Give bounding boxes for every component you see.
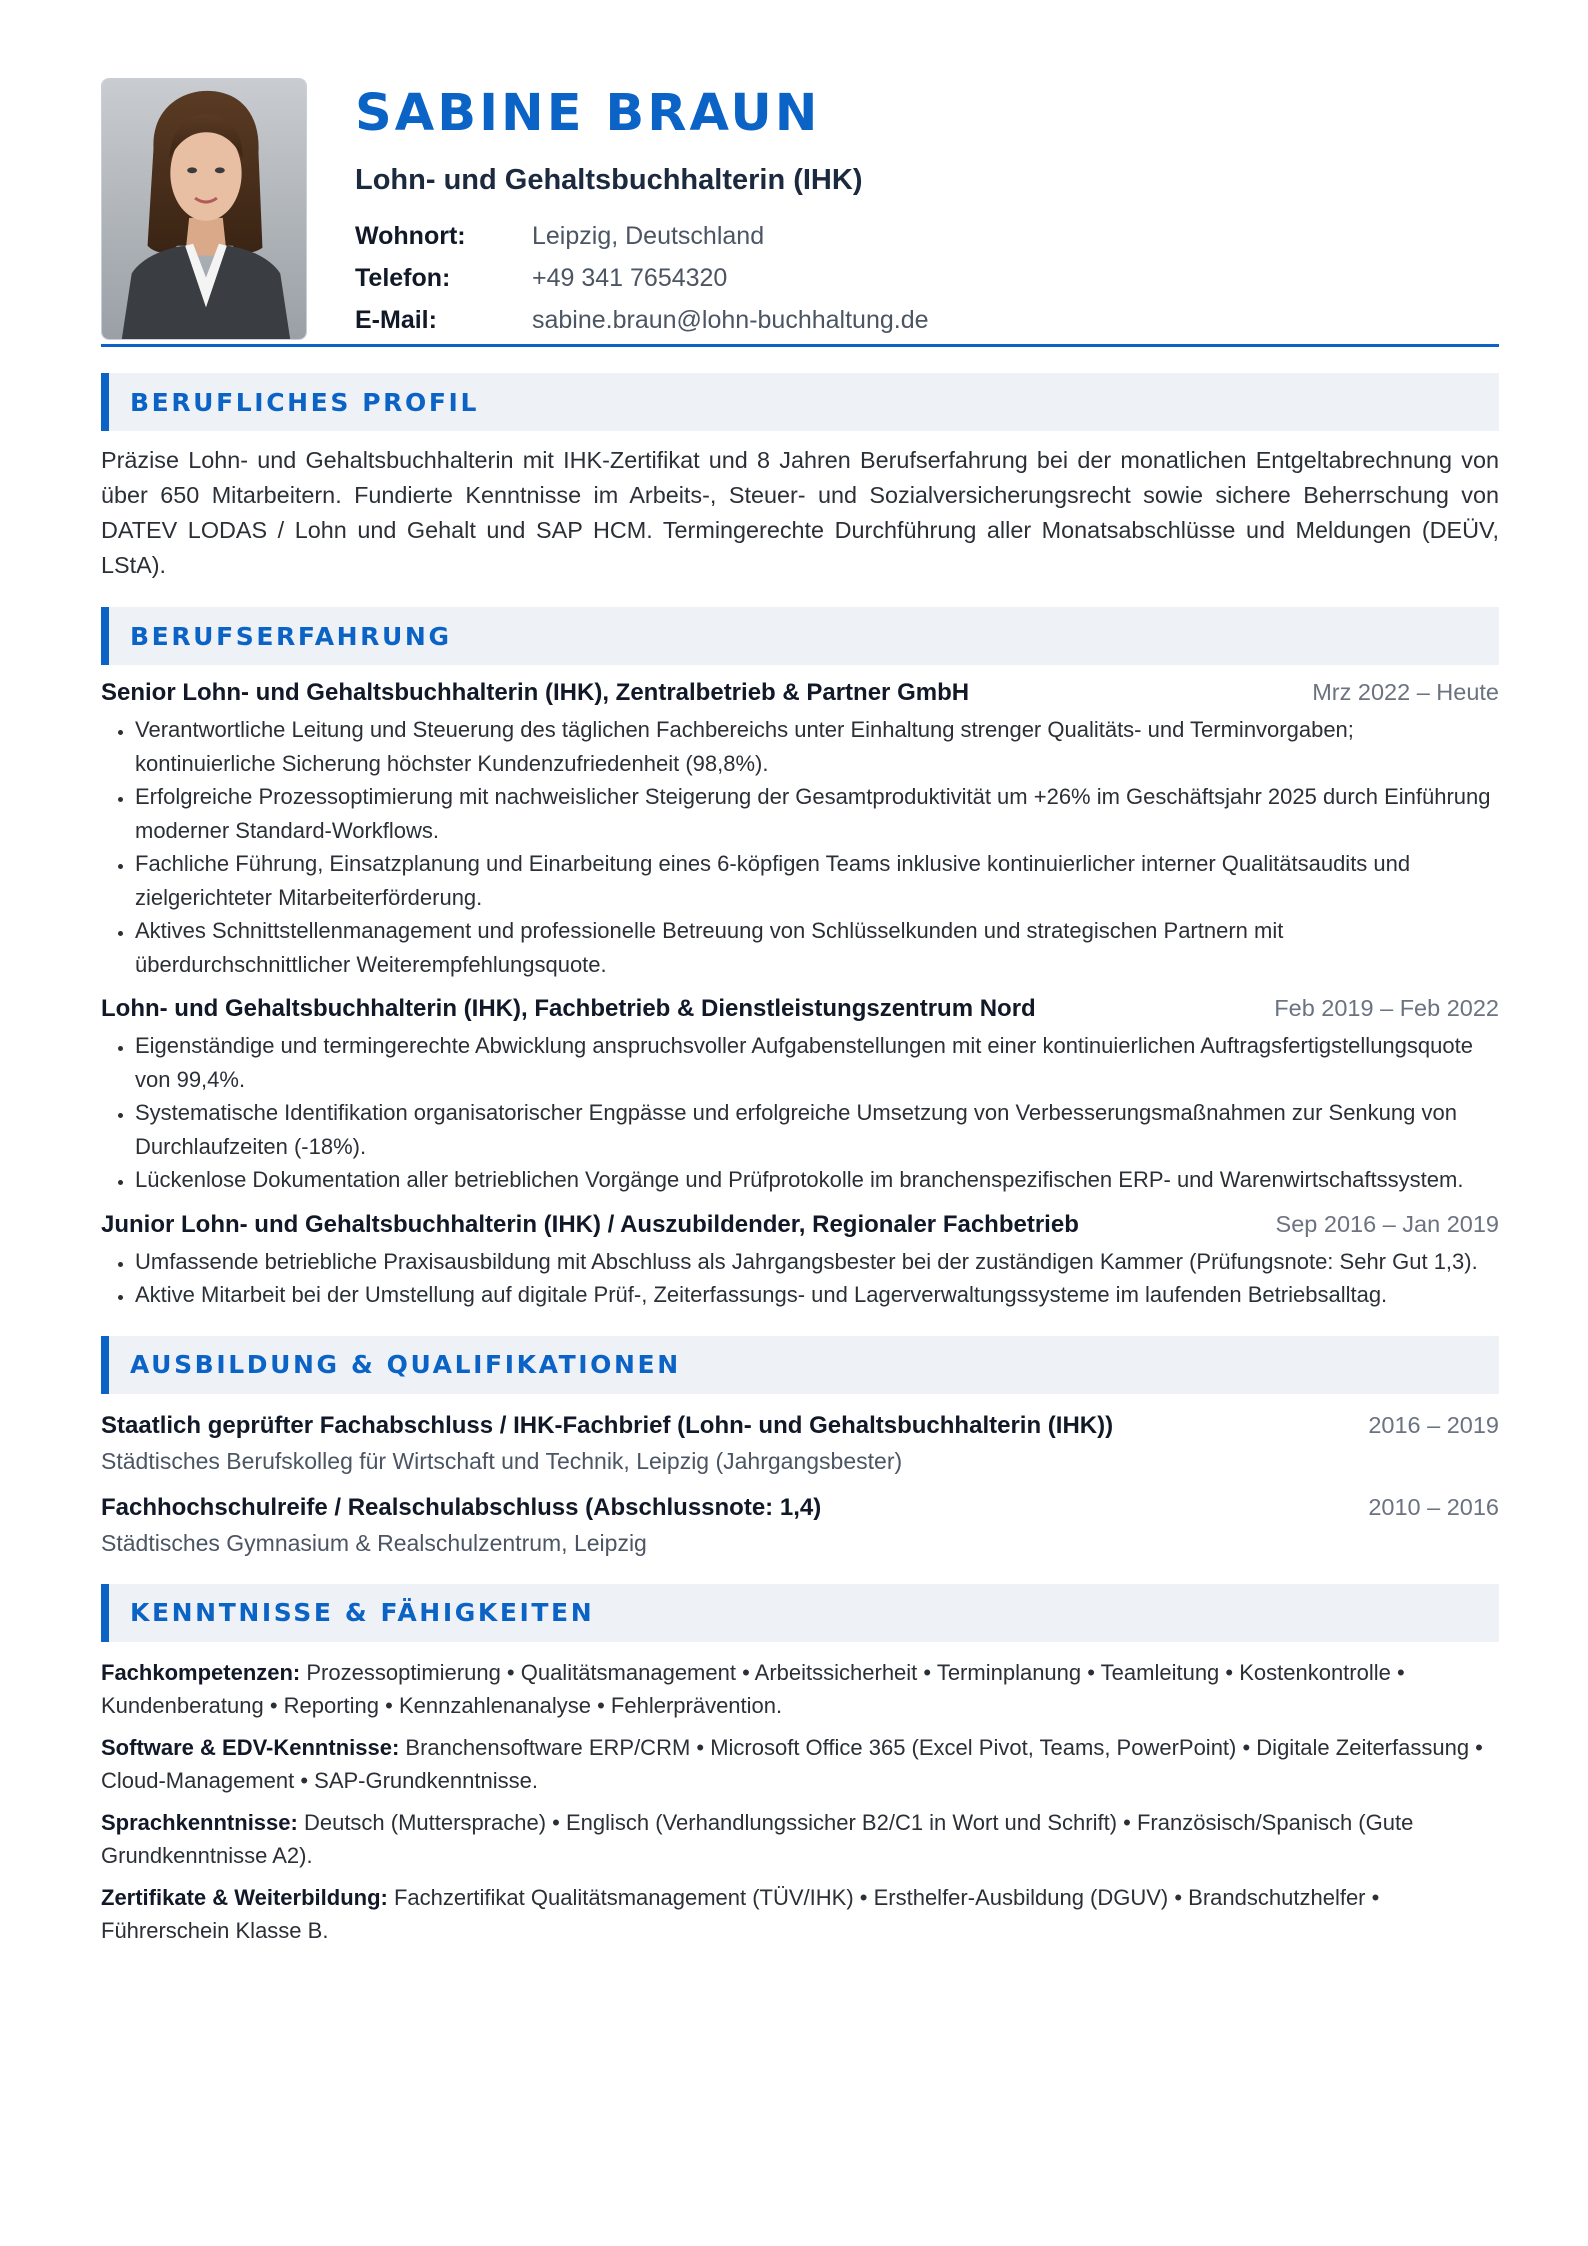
experience-section [101, 607, 1499, 1312]
education-title: Staatlich geprüfter Fachabschluss / IHK-Fachbrief (Lohn- und Gehaltsbuchhalterin (IHK)) [101, 1411, 1114, 1439]
education-entry [101, 1494, 1499, 1558]
job-entry [101, 995, 1499, 1197]
resume-page [101, 78, 1499, 1956]
job-title: Lohn- und Gehaltsbuchhalterin (IHK), Fachbetrieb & Dienstleistungszentrum Nord [101, 995, 1036, 1022]
job-header [101, 1211, 1499, 1239]
job-bullet: • Systematische Identifikation organisatorischer Engpässe und erfolgreiche Umsetzung von Verbesserungsmaßnahmen zur Senkung von Durchlaufzeiten (-18%). [135, 1096, 1499, 1163]
education-section [101, 1336, 1499, 1558]
contact-value-email: sabine.braun@lohn-buchhaltung.de [532, 306, 929, 334]
candidate-name: SABINE BRAUN [355, 84, 821, 143]
section-heading-education [101, 1336, 1499, 1394]
skill-text: Fachzertifikat Qualitätsmanagement (TÜV/IHK) • Ersthelfer-Ausbildung (DGUV) • Brandschutzhelfer • Führerschein Klasse B. [101, 1884, 1380, 1943]
job-bullets [101, 713, 1499, 981]
education-header [101, 1494, 1499, 1522]
section-title-experience: BERUFSERFAHRUNG [130, 621, 452, 651]
contact-label-phone: Telefon: [355, 264, 451, 292]
candidate-title: Lohn- und Gehaltsbuchhalterin (IHK) [355, 164, 863, 196]
section-title-education: AUSBILDUNG & QUALIFIKATIONEN [130, 1350, 681, 1379]
job-bullet: • Erfolgreiche Prozessoptimierung mit nachweislicher Steigerung der Gesamtproduktivität um +26% im Geschäftsjahr 2025 durch Einführung moderner Standard-Workflows. [135, 780, 1499, 847]
skill-row [101, 1656, 1499, 1723]
job-date: Mrz 2022 – Heute [1312, 679, 1499, 705]
skill-row [101, 1731, 1499, 1798]
resume-header [101, 78, 1499, 342]
education-date: 2010 – 2016 [1368, 1493, 1499, 1520]
job-bullet: • Aktives Schnittstellenmanagement und professionelle Betreuung von Schlüsselkunden und strategischen Partnern mit überdurchschnittlicher Weiterempfehlungsquote. [135, 914, 1499, 981]
education-institution: Städtisches Gymnasium & Realschulzentrum, Leipzig [101, 1529, 647, 1556]
section-heading-experience [101, 607, 1499, 665]
profile-photo [101, 78, 307, 340]
education-date: 2016 – 2019 [1368, 1411, 1499, 1438]
skill-text: Prozessoptimierung • Qualitätsmanagement • Arbeitssicherheit • Terminplanung • Teamleitung • Kostenkontrolle • Kundenberatung • Reporting • Kennzahlenanalyse • Fehlerprävention. [101, 1659, 1405, 1718]
job-bullet: • Eigenständige und termingerechte Abwicklung anspruchsvoller Aufgabenstellungen mit einer kontinuierlichen Auftragsfertigstellungsquote von 99,4%. [135, 1029, 1499, 1096]
education-header [101, 1412, 1499, 1440]
job-title: Junior Lohn- und Gehaltsbuchhalterin (IHK) / Auszubildender, Regionaler Fachbetrieb [101, 1210, 1079, 1238]
education-entry [101, 1412, 1499, 1476]
profile-section [101, 373, 1499, 583]
education-institution: Städtisches Berufskolleg für Wirtschaft und Technik, Leipzig (Jahrgangsbester) [101, 1447, 903, 1474]
job-date: Sep 2016 – Jan 2019 [1275, 1210, 1499, 1237]
job-title: Senior Lohn- und Gehaltsbuchhalterin (IHK), Zentralbetrieb & Partner GmbH [101, 679, 970, 706]
education-title: Fachhochschulreife / Realschulabschluss (Abschlussnote: 1,4) [101, 1493, 822, 1521]
job-header [101, 679, 1499, 707]
job-date: Feb 2019 – Feb 2022 [1274, 995, 1499, 1021]
skill-text: Branchensoftware ERP/CRM • Microsoft Office 365 (Excel Pivot, Teams, PowerPoint) • Digitale Zeiterfassung • Cloud-Management • SAP-Grundkenntnisse. [101, 1734, 1483, 1793]
header-divider [101, 344, 1499, 347]
contact-value-phone: +49 341 7654320 [532, 264, 728, 292]
job-bullet: • Fachliche Führung, Einsatzplanung und Einarbeitung eines 6-köpfigen Teams inklusive kontinuierlicher interner Qualitätsaudits und zielgerichteter Mitarbeiterförderung. [135, 847, 1499, 914]
skill-row [101, 1881, 1499, 1948]
skill-label: Software & EDV-Kenntnisse: [101, 1734, 400, 1760]
profile-summary: Präzise Lohn- und Gehaltsbuchhalterin mit IHK-Zertifikat und 8 Jahren Berufserfahrung bei der monatlichen Entgeltabrechnung von über 650 Mitarbeitern. Fundierte Kenntnisse im Arbeits-, Steuer- und Sozialversicherungsrecht sowie sichere Beherrschung von DATEV LODAS / Lohn und Gehalt und SAP HCM. Termingerechte Durchführung aller Monatsabschlüsse und Meldungen (DEÜV, LStA). [101, 447, 1499, 578]
section-heading-profile [101, 373, 1499, 431]
skill-label: Fachkompetenzen: [101, 1659, 301, 1685]
contact-label-residence: Wohnort: [355, 222, 466, 250]
skills-section [101, 1584, 1499, 1948]
header-info [355, 78, 929, 335]
skill-label: Zertifikate & Weiterbildung: [101, 1884, 388, 1910]
skill-label: Sprachkenntnisse: [101, 1809, 298, 1835]
skill-row [101, 1806, 1499, 1873]
skill-text: Deutsch (Muttersprache) • Englisch (Verhandlungssicher B2/C1 in Wort und Schrift) • Französisch/Spanisch (Gute Grundkenntnisse A2). [101, 1809, 1414, 1868]
section-title-skills: KENNTNISSE & FÄHIGKEITEN [130, 1598, 595, 1627]
job-bullet: • Aktive Mitarbeit bei der Umstellung auf digitale Prüf-, Zeiterfassungs- und Lagerverwaltungssysteme im laufenden Betriebsalltag. [135, 1278, 1499, 1312]
contact-value-residence: Leipzig, Deutschland [532, 222, 765, 250]
job-bullets [101, 1029, 1499, 1197]
job-entry [101, 1211, 1499, 1312]
skills-list [101, 1656, 1499, 1948]
job-bullet: • Lückenlose Dokumentation aller betrieblichen Vorgänge und Prüfprotokolle im branchenspezifischen ERP- und Warenwirtschaftssystem. [135, 1163, 1499, 1197]
job-bullet: • Verantwortliche Leitung und Steuerung des täglichen Fachbereichs unter Einhaltung strenger Qualitäts- und Terminvorgaben; kontinuierliche Sicherung höchster Kundenzufriedenheit (98,8%). [135, 713, 1499, 780]
section-heading-skills [101, 1584, 1499, 1642]
section-title-profile: BERUFLICHES PROFIL [130, 387, 479, 417]
job-bullets [101, 1245, 1499, 1312]
job-bullet: • Umfassende betriebliche Praxisausbildung mit Abschluss als Jahrgangsbester bei der zuständigen Kammer (Prüfungsnote: Sehr Gut 1,3). [135, 1245, 1499, 1279]
job-entry [101, 679, 1499, 981]
portrait-image [102, 79, 306, 339]
contact-label-email: E-Mail: [355, 306, 437, 334]
job-header [101, 995, 1499, 1023]
contact-details [355, 221, 929, 335]
